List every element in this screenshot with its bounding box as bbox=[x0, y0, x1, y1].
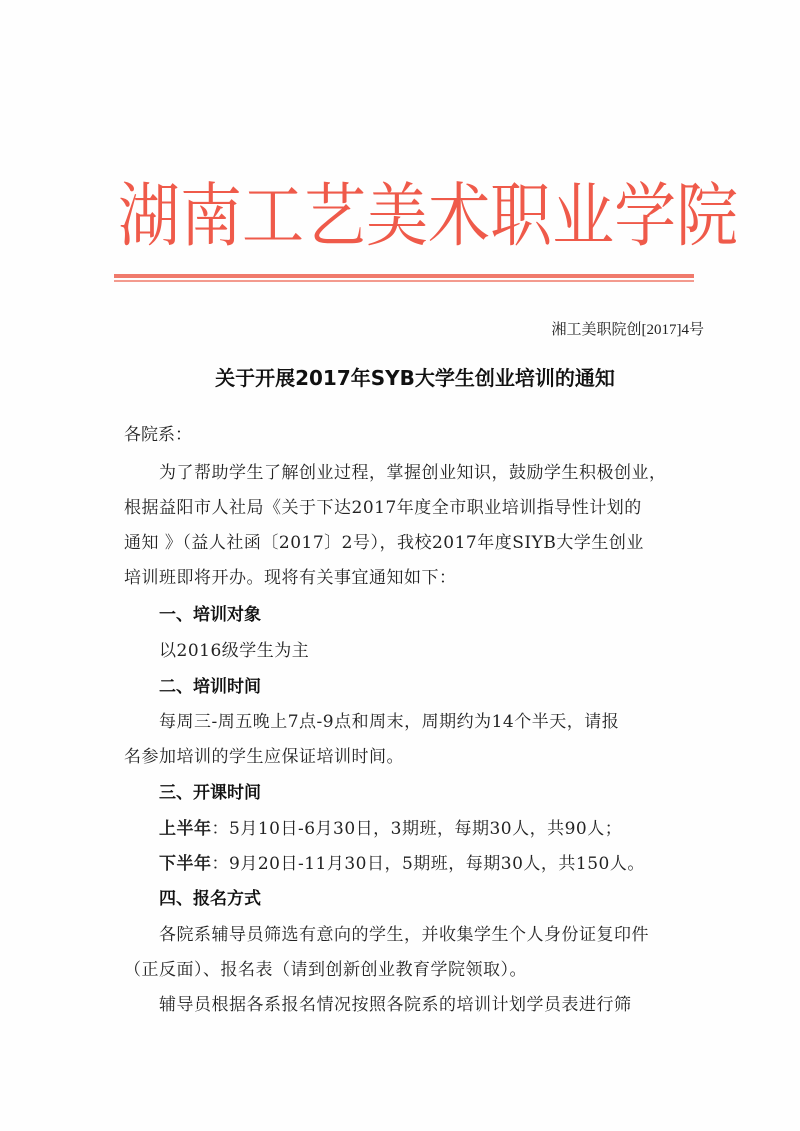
section-heading-training-target: 一、培训对象 bbox=[159, 605, 261, 625]
salutation: 各院系： bbox=[124, 425, 192, 445]
section-line: 以2016级学生为主 bbox=[159, 641, 310, 661]
letterhead-char: 职 bbox=[490, 174, 553, 257]
schedule-line-first-half bbox=[159, 814, 622, 839]
section-heading-course-schedule: 三、开课时间 bbox=[159, 783, 261, 803]
letterhead-char: 南 bbox=[180, 174, 243, 257]
section-heading-registration: 四、报名方式 bbox=[159, 889, 261, 909]
letterhead-char: 美 bbox=[366, 174, 429, 257]
letterhead-char: 学 bbox=[614, 174, 677, 257]
letterhead-char: 艺 bbox=[304, 174, 367, 257]
section-line: 每周三-周五晚上7点-9点和周末，周期约为14个半天，请报 bbox=[159, 712, 620, 732]
section-line: 名参加培训的学生应保证培训时间。 bbox=[124, 747, 404, 767]
section-heading-training-time: 二、培训时间 bbox=[159, 677, 261, 697]
schedule-line-second-half bbox=[159, 849, 645, 874]
intro-line: 培训班即将开办。现将有关事宜通知如下： bbox=[124, 568, 457, 588]
section-line: 各院系辅导员筛选有意向的学生，并收集学生个人身份证复印件 bbox=[159, 925, 649, 945]
letterhead-rule-thin bbox=[114, 280, 694, 282]
letterhead-char: 院 bbox=[676, 174, 739, 257]
section-line: （正反面）、报名表（请到创新创业教育学院领取）。 bbox=[124, 960, 527, 980]
document-title: 关于开展2017年SYB大学生创业培训的通知 bbox=[215, 366, 615, 390]
section-line: 辅导员根据各系报名情况按照各院系的培训计划学员表进行筛 bbox=[159, 995, 632, 1015]
intro-line: 根据益阳市人社局《关于下达2017年度全市职业培训指导性计划的 bbox=[124, 498, 642, 518]
letterhead-char: 湖 bbox=[118, 174, 181, 257]
intro-line: 通知 》（益人社函〔2017〕2号），我校2017年度SIYB大学生创业 bbox=[124, 533, 644, 553]
letterhead-rule-thick bbox=[114, 274, 694, 278]
document-number: 湘工美职院创[2017]4号 bbox=[551, 322, 704, 338]
letterhead-institution-name bbox=[118, 174, 739, 257]
letterhead-char: 工 bbox=[242, 174, 305, 257]
intro-line: 为了帮助学生了解创业过程，掌握创业知识，鼓励学生积极创业， bbox=[159, 463, 667, 483]
letterhead-char: 术 bbox=[428, 174, 491, 257]
schedule-label: 下半年 bbox=[159, 854, 212, 874]
letterhead-char: 业 bbox=[552, 174, 615, 257]
schedule-label: 上半年 bbox=[159, 819, 212, 839]
schedule-text: ：5月10日-6月30日，3期班，每期30人，共90人； bbox=[211, 819, 623, 839]
schedule-text: ：9月20日-11月30日，5期班，每期30人，共150人。 bbox=[211, 854, 645, 874]
